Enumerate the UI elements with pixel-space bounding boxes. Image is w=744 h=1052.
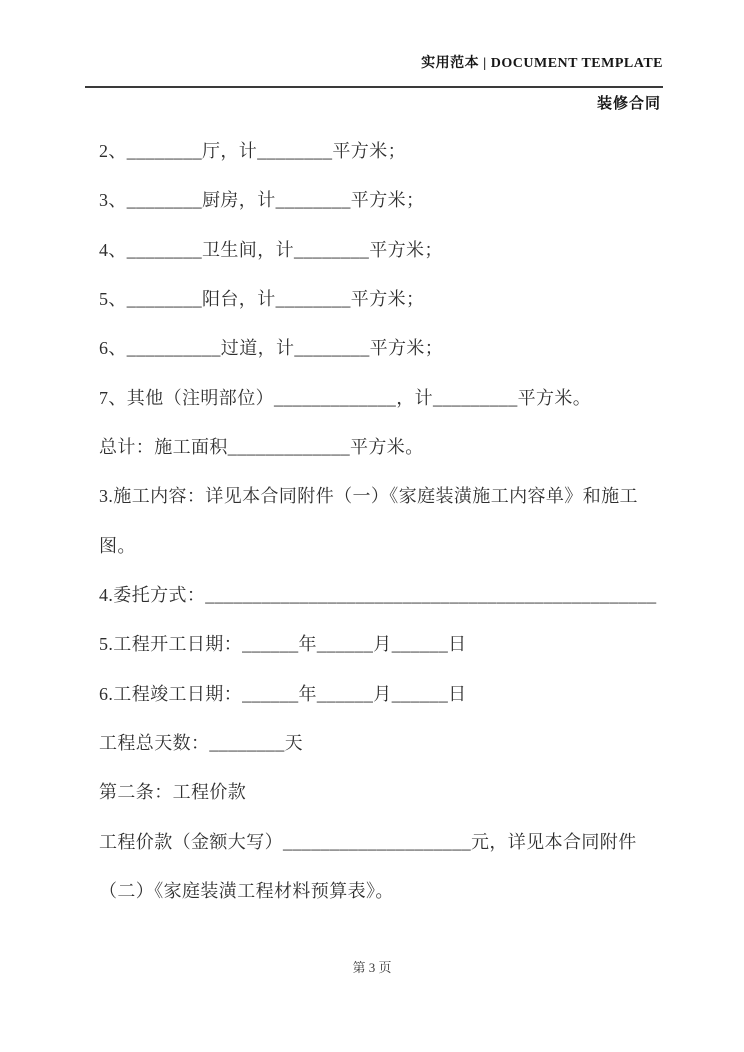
document-line: 工程价款（金额大写）____________________元，详见本合同附件: [99, 831, 637, 852]
document-line: 6.工程竣工日期：______年______月______日: [99, 683, 467, 704]
template-brand-header: 实用范本 | DOCUMENT TEMPLATE: [421, 56, 663, 71]
document-line: 3.施工内容：详见本合同附件（一）《家庭装潢施工内容单》和施工: [99, 486, 638, 507]
document-line: 5、________阳台，计________平方米；: [99, 289, 425, 310]
document-line: （二）《家庭装潢工程材料预算表》。: [99, 881, 394, 902]
document-line: 图。: [99, 535, 136, 556]
document-title: 装修合同: [596, 96, 661, 112]
document-line: 2、________厅，计________平方米；: [99, 141, 406, 161]
document-line: 第二条：工程价款: [99, 782, 247, 803]
document-body: [99, 139, 669, 929]
document-line: 3、________厨房，计________平方米；: [99, 190, 425, 211]
header-divider: [85, 86, 663, 88]
document-line: 工程总天数：________天: [99, 733, 303, 754]
document-line: 总计：施工面积_____________平方米。: [99, 437, 424, 458]
document-line: 5.工程开工日期：______年______月______日: [99, 634, 467, 655]
document-line: 4.委托方式：________________________________________________: [99, 585, 657, 606]
document-line: 6、__________过道，计________平方米；: [99, 338, 444, 359]
document-line: 7、其他（注明部位）_____________，计_________平方米。: [99, 387, 592, 408]
document-line: 4、________卫生间，计________平方米；: [99, 239, 443, 260]
page-number: 第 3 页: [352, 960, 392, 975]
